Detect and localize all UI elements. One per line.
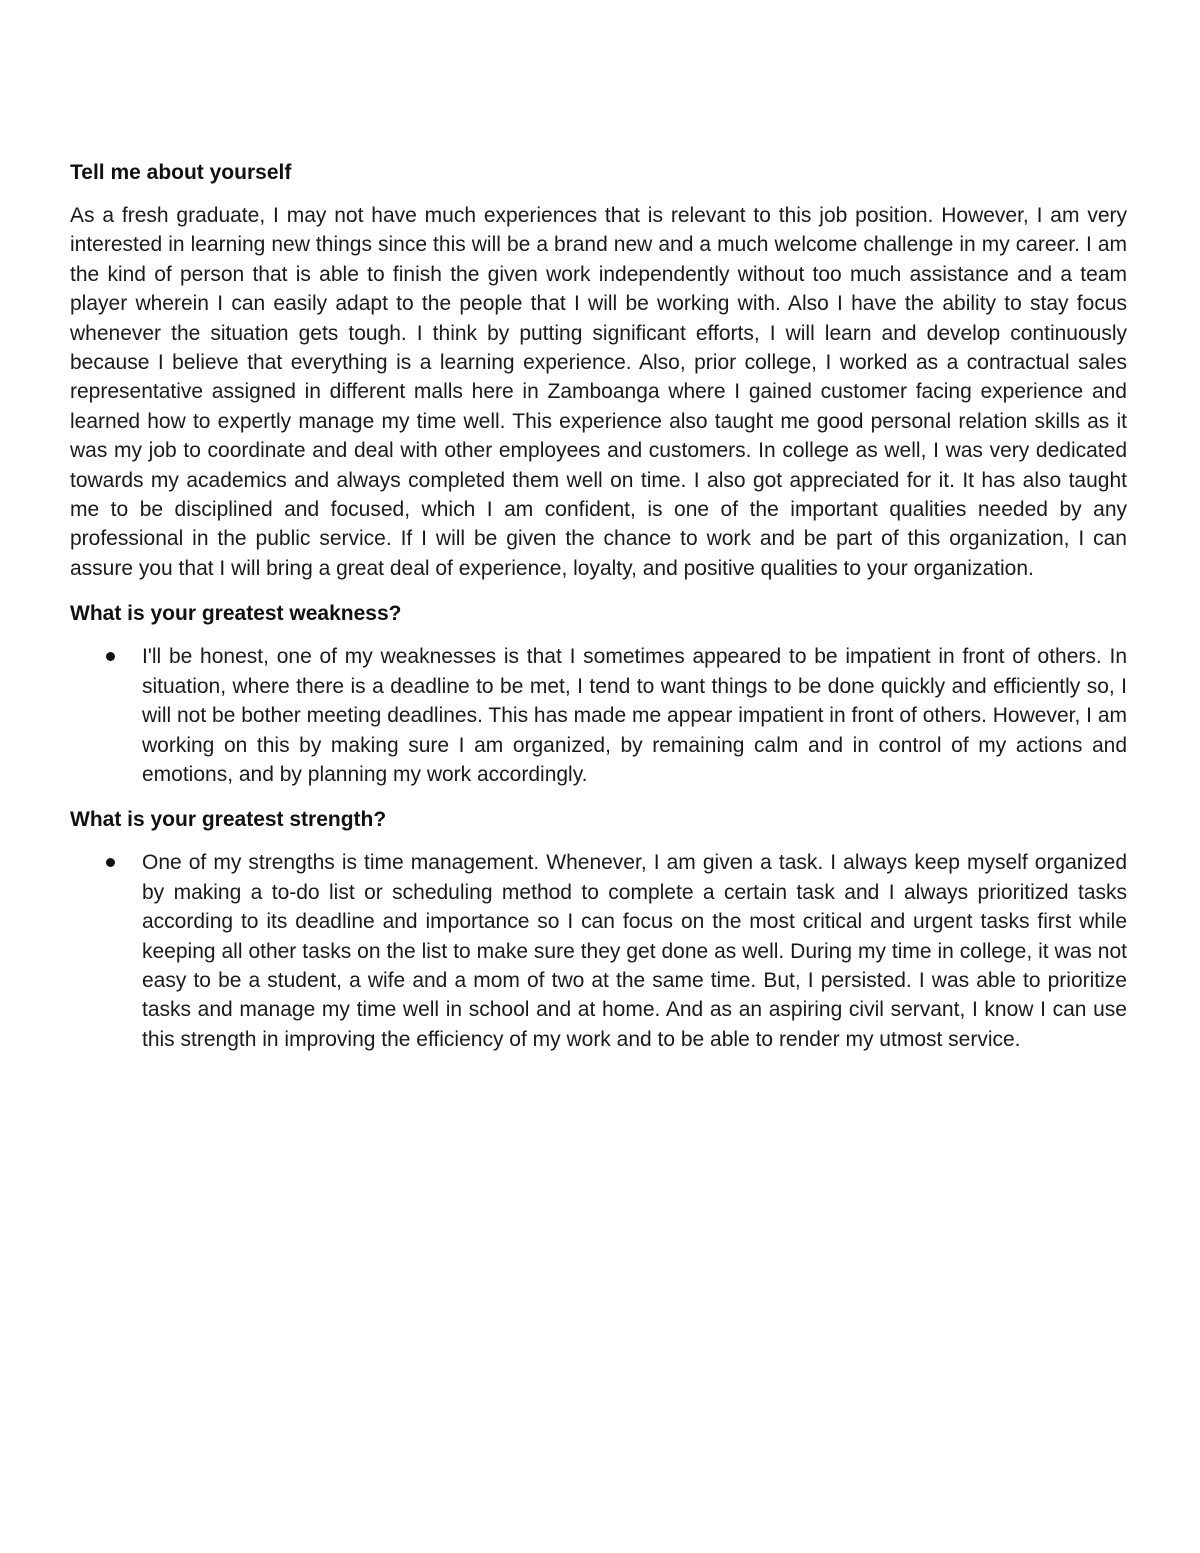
strength-list xyxy=(70,848,1127,1054)
heading-tell-me-about-yourself: Tell me about yourself xyxy=(70,161,292,184)
list-item xyxy=(70,642,1127,789)
weakness-text: I'll be honest, one of my weaknesses is that I sometimes appeared to be impatient in front of others. In situation, where there is a deadline to be met, I tend to want things to be done quickly and efficiently so, I will not be bother meeting deadlines. This has made me appear impatient in front of others. However, I am working on this by making sure I am organized, by remaining calm and in control of my actions and emotions, and by planning my work accordingly. xyxy=(142,645,1127,786)
bullet-icon xyxy=(106,858,115,867)
section-greatest-weakness xyxy=(70,599,1127,789)
weakness-list xyxy=(70,642,1127,789)
heading-greatest-weakness: What is your greatest weakness? xyxy=(70,602,402,626)
strength-text: One of my strengths is time management. Whenever, I am given a task. I always keep myself organized by making a to-do list or scheduling method to complete a certain task and I always prioritized tasks according to its deadline and importance so I can focus on the most critical and urgent tasks first while keeping all other tasks on the list to make sure they get done as well. During my time in college, it was not easy to be a student, a wife and a mom of two at the same time. But, I persisted. I was able to prioritize tasks and manage my time well in school and at home. And as an aspiring civil servant, I know I can use this strength in improving the efficiency of my work and to be able to render my utmost service. xyxy=(142,851,1127,1051)
section-greatest-strength xyxy=(70,805,1127,1054)
section-tell-me-about-yourself xyxy=(70,158,1127,583)
heading-greatest-strength: What is your greatest strength? xyxy=(70,808,387,832)
bullet-icon xyxy=(106,652,115,661)
list-item xyxy=(70,848,1127,1054)
document-page xyxy=(70,158,1127,1070)
paragraph-about-yourself: As a fresh graduate, I may not have much experiences that is relevant to this job position. However, I am very interested in learning new things since this will be a brand new and a much welcome challenge in my career. I am the kind of person that is able to finish the given work independently without too much assistance and a team player wherein I can easily adapt to the people that I will be working with. Also I have the ability to stay focus whenever the situation gets tough. I think by putting significant efforts, I will learn and develop continuously because I believe that everything is a learning experience. Also, prior college, I worked as a contractual sales representative assigned in different malls here in Zamboanga where I gained customer facing experience and learned how to expertly manage my time well. This experience also taught me good personal relation skills as it was my job to coordinate and deal with other employees and customers. In college as well, I was very dedicated towards my academics and always completed them well on time. I also got appreciated for it. It has also taught me to be disciplined and focused, which I am confident, is one of the important qualities needed by any professional in the public service. If I will be given the chance to work and be part of this organization, I can assure you that I will bring a great deal of experience, loyalty, and positive qualities to your organization. xyxy=(70,204,1127,580)
